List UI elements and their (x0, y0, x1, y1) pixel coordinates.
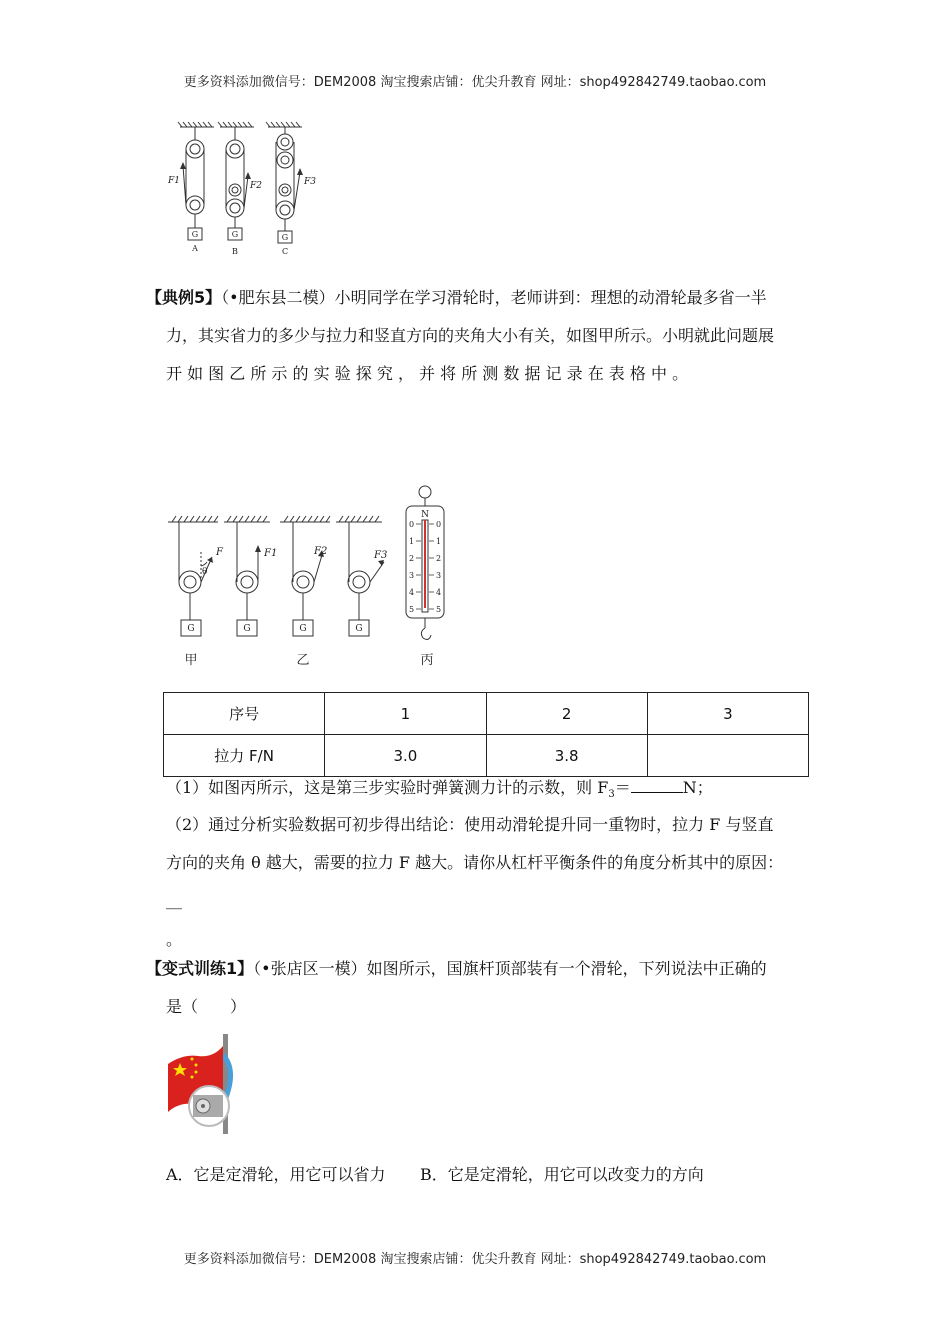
data-table (163, 692, 809, 777)
scale-tick-left-3: 3 (409, 571, 415, 580)
q1-mid: ＝ (614, 778, 631, 797)
q1-sub: 3 (608, 789, 615, 801)
experiment-figure (160, 480, 460, 675)
example5-line3: 开 如 图 乙 所 示 的 实 验 探 究 ， 并 将 所 测 数 据 记 录 在 表 格 中 。 (166, 364, 689, 383)
table-cell: 2 (486, 693, 647, 735)
weight-label-jia: G (187, 624, 195, 634)
angle-label: θ (202, 567, 208, 577)
example5-line2: 力，其实省力的多少与拉力和竖直方向的夹角大小有关，如图甲所示。小明就此问题展 (166, 326, 775, 345)
question2-blank[interactable]: ＿ (166, 892, 183, 911)
question2-line1: （2）通过分析实验数据可初步得出结论：使用动滑轮提升同一重物时，拉力 F 与竖直 (166, 815, 774, 834)
scale-tick-right-2: 2 (436, 554, 442, 563)
scale-tick-right-4: 4 (436, 588, 442, 597)
force-label-f1: F1 (168, 176, 180, 186)
weight-label-yi1: G (243, 624, 251, 634)
scale-tick-left-5: 5 (409, 605, 415, 614)
weight-label-c: G (281, 233, 289, 242)
table-cell: 拉力 F/N (164, 735, 325, 777)
caption-b: B (232, 247, 238, 256)
pulley-systems-figure (160, 118, 330, 260)
scale-tick-right-3: 3 (436, 571, 442, 580)
question2-end: 。 (166, 930, 183, 949)
weight-label-yi2: G (299, 624, 307, 634)
caption-yi: 乙 (296, 653, 310, 668)
table-cell: 1 (325, 693, 486, 735)
flagpole-figure (165, 1030, 240, 1135)
example5-text1: （•肥东县二模）小明同学在学习滑轮时，老师讲到：理想的动滑轮最多省一半 (221, 288, 767, 307)
table-cell: 3 (647, 693, 808, 735)
q1-suffix: N； (682, 778, 713, 797)
scale-tick-right-0: 0 (436, 520, 442, 529)
table-cell: 3.0 (325, 735, 486, 777)
variant1-text1: （•张店区一模）如图所示，国旗杆顶部装有一个滑轮，下列说法中正确的 (253, 959, 767, 978)
table-cell: 序号 (164, 693, 325, 735)
page-footer: 更多资料添加微信号：DEM2008 淘宝搜索店铺：优尖升教育 网址：shop492842749.taobao.com (183, 1252, 767, 1267)
weight-label-b: G (231, 230, 239, 239)
scale-tick-left-0: 0 (409, 520, 415, 529)
table-cell: 3.8 (486, 735, 647, 777)
force-label-f1: F1 (264, 548, 278, 559)
force-label-f2: F2 (314, 546, 328, 557)
q1-prefix: （1）如图丙所示，这是第三步实验时弹簧测力计的示数，则 F (166, 778, 609, 797)
option-a[interactable]: A．它是定滑轮，用它可以省力 (166, 1165, 386, 1184)
caption-bing: 丙 (420, 653, 434, 668)
scale-tick-left-1: 1 (409, 537, 415, 546)
scale-tick-left-2: 2 (409, 554, 415, 563)
force-label-f2: F2 (250, 181, 262, 191)
scale-tick-right-5: 5 (436, 605, 442, 614)
weight-label-a: G (191, 230, 199, 239)
option-b[interactable]: B．它是定滑轮，用它可以改变力的方向 (420, 1165, 704, 1184)
variant1-tag: 【变式训练1】 (146, 959, 254, 978)
question2-line2: 方向的夹角 θ 越大，需要的拉力 F 越大。请你从杠杆平衡条件的角度分析其中的原因： (166, 853, 784, 872)
scale-unit: N (421, 510, 429, 520)
force-label-f3: F3 (374, 550, 388, 561)
page-header: 更多资料添加微信号：DEM2008 淘宝搜索店铺：优尖升教育 网址：shop492842749.taobao.com (183, 75, 767, 90)
scale-tick-left-4: 4 (409, 588, 415, 597)
weight-label-yi3: G (355, 624, 363, 634)
example5-line1 (146, 279, 767, 317)
example5-tag: 【典例5】 (146, 288, 222, 307)
force-label-f: F (216, 547, 223, 558)
caption-c: C (281, 247, 289, 256)
table-row (164, 693, 809, 735)
answer-blank[interactable] (631, 778, 683, 793)
scale-tick-right-1: 1 (436, 537, 442, 546)
caption-a: A (192, 244, 198, 253)
variant1-line2: 是（ ） (166, 997, 247, 1016)
variant1-line1 (146, 950, 767, 988)
force-label-f3: F3 (304, 177, 316, 187)
caption-jia: 甲 (184, 653, 198, 668)
